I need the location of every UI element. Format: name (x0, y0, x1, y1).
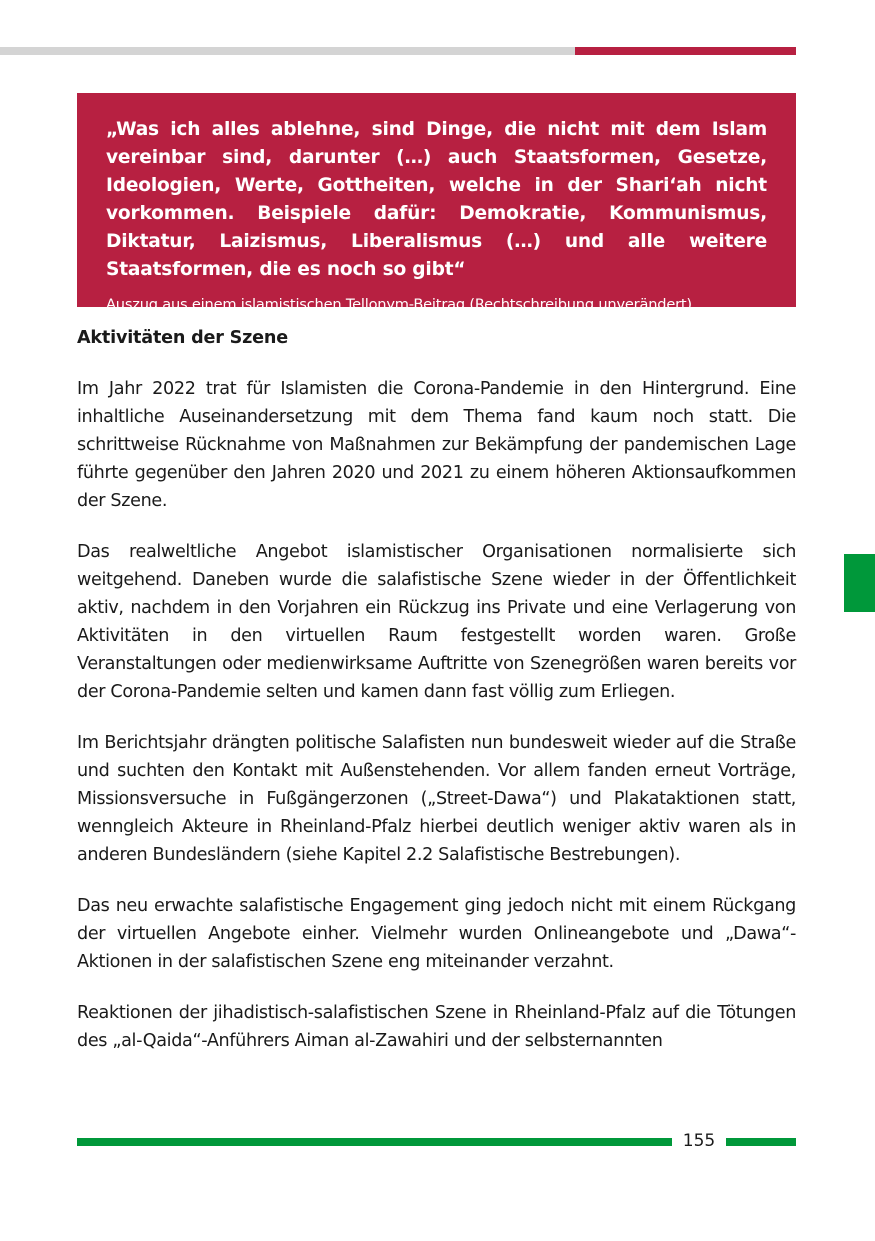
paragraph: Reaktionen der jihadistisch-salafistischen Szene in Rheinland-Pfalz auf die Tötungen des „al-Qaida“-Anführers Aiman al-Zawahiri und der selbsternannten (77, 1003, 796, 1051)
quote-box (77, 93, 796, 313)
main-content (77, 322, 796, 1078)
header-rule-red (575, 47, 796, 55)
paragraph: Im Jahr 2022 trat für Islamisten die Corona-Pandemie in den Hintergrund. Eine inhaltliche Auseinandersetzung mit dem Thema fand kaum noch statt. Die schrittweise Rücknahme von Maßnahmen zur Bekämpfung der pandemischen Lage führte gegenüber den Jahren 2020 und 2021 zu einem höheren Aktionsaufkommen der Szene. (77, 379, 796, 511)
section-heading: Aktivitäten der Szene (77, 328, 288, 348)
header-rule-gray (0, 47, 575, 55)
page-number: 155 (682, 1131, 716, 1151)
paragraph: Im Berichtsjahr drängten politische Salafisten nun bundesweit wieder auf die Straße und suchten den Kontakt mit Außenstehenden. Vor allem fanden erneut Vorträge, Missionsversuche in Fußgängerzonen („Street-Dawa“) und Plakataktionen statt, wenngleich Akteure in Rheinland-Pfalz hierbei deutlich weniger aktiv waren als in anderen Bundesländern (siehe Kapitel 2.2 Salafistische Bestrebungen). (77, 733, 796, 865)
paragraph: Das realweltliche Angebot islamistischer Organisationen normalisierte sich weitgehend. Daneben wurde die salafistische Szene wieder in der Öffentlichkeit aktiv, nachdem in den Vorjahren ein Rückzug ins Private und eine Verlagerung von Aktivitäten in den virtuellen Raum festgestellt worden waren. Große Veranstaltungen oder medienwirksame Auftritte von Szenegrößen waren bereits vor der Corona-Pandemie selten und kamen dann fast völlig zum Erliegen. (77, 542, 796, 702)
chapter-side-tab (844, 554, 875, 612)
footer-rule-left (77, 1138, 672, 1146)
paragraph: Das neu erwachte salafistische Engagement ging jedoch nicht mit einem Rückgang der virtuellen Angebote einher. Vielmehr wurden Onlineangebote und „Dawa“-Aktionen in der salafistischen Szene eng miteinander verzahnt. (77, 896, 796, 972)
quote-text: „Was ich alles ablehne, sind Dinge, die nicht mit dem Islam vereinbar sind, darunter (…) auch Staatsformen, Gesetze, Ideologien, Werte, Gottheiten, welche in der Shari‘ah nicht vorkommen. Beispiele dafür: Demokratie, Kommunismus, Diktatur, Laizismus, Liberalismus (…) und alle weitere Staatsformen, die es noch so gibt“ (106, 119, 767, 280)
quote-source: Auszug aus einem islamistischen Tellonym-Beitrag (Rechtschreibung unverändert) (106, 296, 692, 313)
footer-rule-right (726, 1138, 796, 1146)
